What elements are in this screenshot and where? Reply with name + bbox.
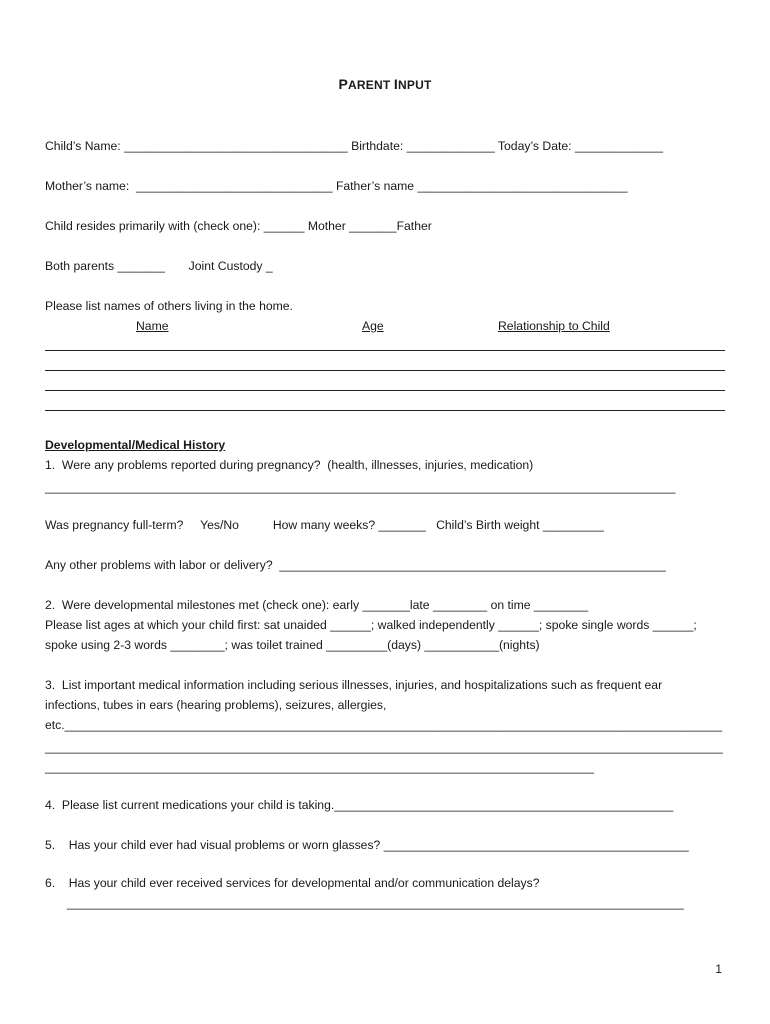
both-parents-line[interactable]: Both parents _______ Joint Custody _ [45,259,273,273]
question-6-answer[interactable]: ___________________________________________________________________________________________ [67,896,684,910]
question-4[interactable]: 4. Please list current medications your child is taking.__________________________________________________ [45,798,674,812]
household-row-2[interactable] [45,370,725,371]
page-title [0,76,770,92]
column-header-age: Age [362,319,384,333]
question-3-answer-3[interactable]: _________________________________________________________________________________ [45,760,595,774]
question-2-toilet[interactable]: spoke using 2-3 words ________; was toilet trained _________(days) ___________(nights) [45,638,540,652]
child-info-line[interactable]: Child’s Name: _________________________________ Birthdate: _____________ Today’s Date: _____________ [45,139,664,153]
title-nput: NPUT [398,78,432,92]
resides-with-line[interactable]: Child resides primarily with (check one): ______ Mother _______Father [45,219,432,233]
question-3-answer-2[interactable]: ____________________________________________________________________________________________________ [45,740,723,754]
question-6: 6. Has your child ever received services for developmental and/or communication delays? [45,876,540,890]
question-2-ages[interactable]: Please list ages at which your child first: sat unaided ______; walked independently ______; spoke single words ______; [45,618,697,632]
household-row-1[interactable] [45,350,725,351]
household-row-4[interactable] [45,410,725,411]
question-2-milestones[interactable]: 2. Were developmental milestones met (check one): early _______late ________ on time ________ [45,598,589,612]
others-in-home-prompt: Please list names of others living in the home. [45,299,293,313]
title-initial-p: P [338,76,349,92]
section-heading: Developmental/Medical History [45,438,226,452]
question-1: 1. Were any problems reported during pregnancy? (health, illnesses, injuries, medication) [45,458,534,472]
question-3-line-1: 3. List important medical information including serious illnesses, injuries, and hospitalizations such as frequent ear [45,678,663,692]
page-number: 1 [715,962,722,976]
labor-delivery-line[interactable]: Any other problems with labor or delivery? _________________________________________________________ [45,558,666,572]
title-initial-i: I [393,76,399,92]
parents-name-line[interactable]: Mother’s name: _____________________________ Father’s name _______________________________ [45,179,628,193]
title-arent: ARENT [348,78,394,92]
question-3-answer-1[interactable]: etc._________________________________________________________________________________________________ [45,718,723,732]
question-3-line-2: infections, tubes in ears (hearing problems), seizures, allergies, [45,698,387,712]
question-1-answer[interactable]: _____________________________________________________________________________________________ [45,480,676,494]
column-header-name: Name [136,319,169,333]
household-row-3[interactable] [45,390,725,391]
fullterm-line[interactable]: Was pregnancy full-term? Yes/No How many weeks? _______ Child’s Birth weight _________ [45,518,604,532]
column-header-relationship: Relationship to Child [498,319,610,333]
question-5[interactable]: 5. Has your child ever had visual problems or worn glasses? _____________________________________________ [45,838,689,852]
